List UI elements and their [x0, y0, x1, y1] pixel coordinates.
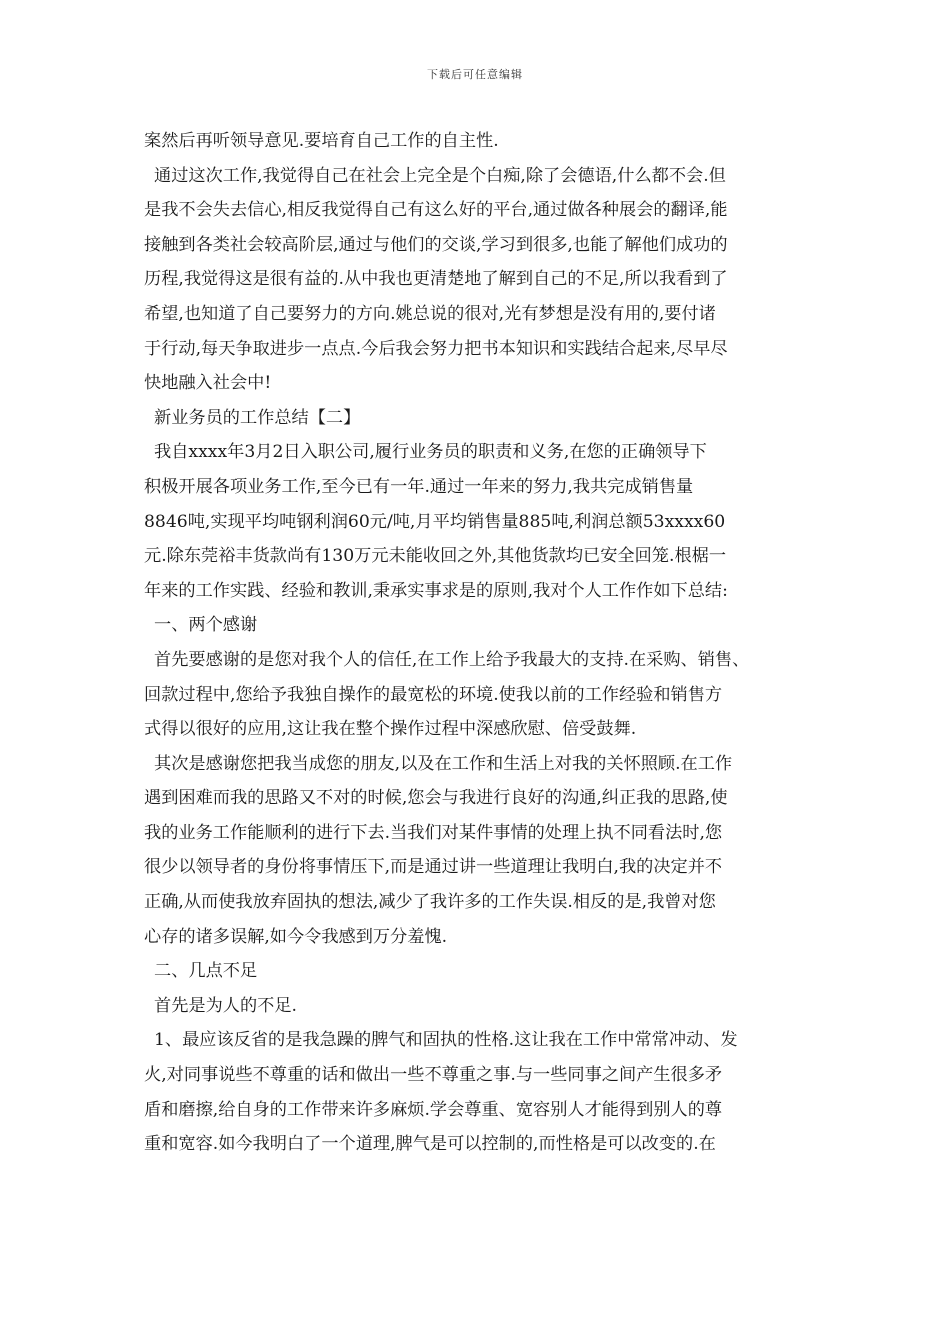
text-line: 火,对同事说些不尊重的话和做出一些不尊重之事.与一些同事之间产生很多矛 — [144, 1065, 723, 1086]
text-line: 于行动,每天争取进步一点点.今后我会努力把书本知识和实践结合起来,尽早尽 — [144, 338, 728, 359]
text-line: 年来的工作实践、经验和教训,秉承实事求是的原则,我对个人工作作如下总结: — [144, 580, 728, 601]
text-line: 式得以很好的应用,这让我在整个操作过程中深感欣慰、倍受鼓舞. — [144, 719, 637, 740]
text-line: 心存的诸多误解,如今令我感到万分羞愧. — [144, 926, 448, 947]
text-line: 盾和磨擦,给自身的工作带来许多麻烦.学会尊重、宽容别人才能得到别人的尊 — [144, 1099, 723, 1120]
text-line: 是我不会失去信心,相反我觉得自己有这么好的平台,通过做各种展会的翻译,能 — [144, 200, 728, 221]
text-line: 遇到困难而我的思路又不对的时候,您会与我进行良好的沟通,纠正我的思路,使 — [144, 788, 728, 809]
page-header: 下载后可任意编辑 — [427, 68, 523, 81]
text-line: 新业务员的工作总结【二】 — [154, 407, 361, 428]
text-line: 正确,从而使我放弃固执的想法,减少了我许多的工作失误.相反的是,我曾对您 — [144, 892, 716, 913]
text-line: 接触到各类社会较高阶层,通过与他们的交谈,学习到很多,也能了解他们成功的 — [144, 234, 728, 255]
text-line: 一、两个感谢 — [154, 615, 258, 636]
text-line: 二、几点不足 — [154, 961, 258, 982]
text-line: 积极开展各项业务工作,至今已有一年.通过一年来的努力,我共完成销售量 — [144, 476, 694, 497]
text-line: 案然后再听领导意见.要培育自己工作的自主性. — [144, 131, 499, 151]
text-line: 1、最应该反省的是我急躁的脾气和固执的性格.这让我在工作中常常冲动、发 — [154, 1030, 738, 1051]
text-line: 希望,也知道了自己要努力的方向.姚总说的很对,光有梦想是没有用的,要付诸 — [144, 303, 716, 324]
text-line: 很少以领导者的身份将事情压下,而是通过讲一些道理让我明白,我的决定并不 — [144, 857, 723, 878]
text-line: 8846吨,实现平均吨钢利润60元/吨,月平均销售量885吨,利润总额53xxxx60 — [144, 511, 726, 532]
text-line: 我自xxxx年3月2日入职公司,履行业务员的职责和义务,在您的正确领导下 — [154, 442, 707, 463]
text-line: 首先是为人的不足. — [154, 995, 297, 1016]
text-line: 元.除东莞裕丰货款尚有130万元未能收回之外,其他货款均已安全回笼.根椐一 — [144, 546, 727, 567]
text-line: 通过这次工作,我觉得自己在社会上完全是个白痴,除了会德语,什么都不会.但 — [154, 165, 726, 186]
text-line: 重和宽容.如今我明白了一个道理,脾气是可以控制的,而性格是可以改变的.在 — [144, 1134, 716, 1155]
text-line: 首先要感谢的是您对我个人的信任,在工作上给予我最大的支持.在采购、销售、 — [154, 649, 750, 670]
text-line: 快地融入社会中! — [144, 373, 272, 394]
text-line: 回款过程中,您给予我独自操作的最宽松的环境.使我以前的工作经验和销售方 — [144, 684, 723, 705]
text-line: 历程,我觉得这是很有益的.从中我也更清楚地了解到自己的不足,所以我看到了 — [144, 269, 728, 290]
text-line: 其次是感谢您把我当成您的朋友,以及在工作和生活上对我的关怀照顾.在工作 — [154, 753, 733, 774]
text-line: 我的业务工作能顺利的进行下去.当我们对某件事情的处理上执不同看法时,您 — [144, 822, 723, 843]
document-body — [144, 124, 814, 1162]
